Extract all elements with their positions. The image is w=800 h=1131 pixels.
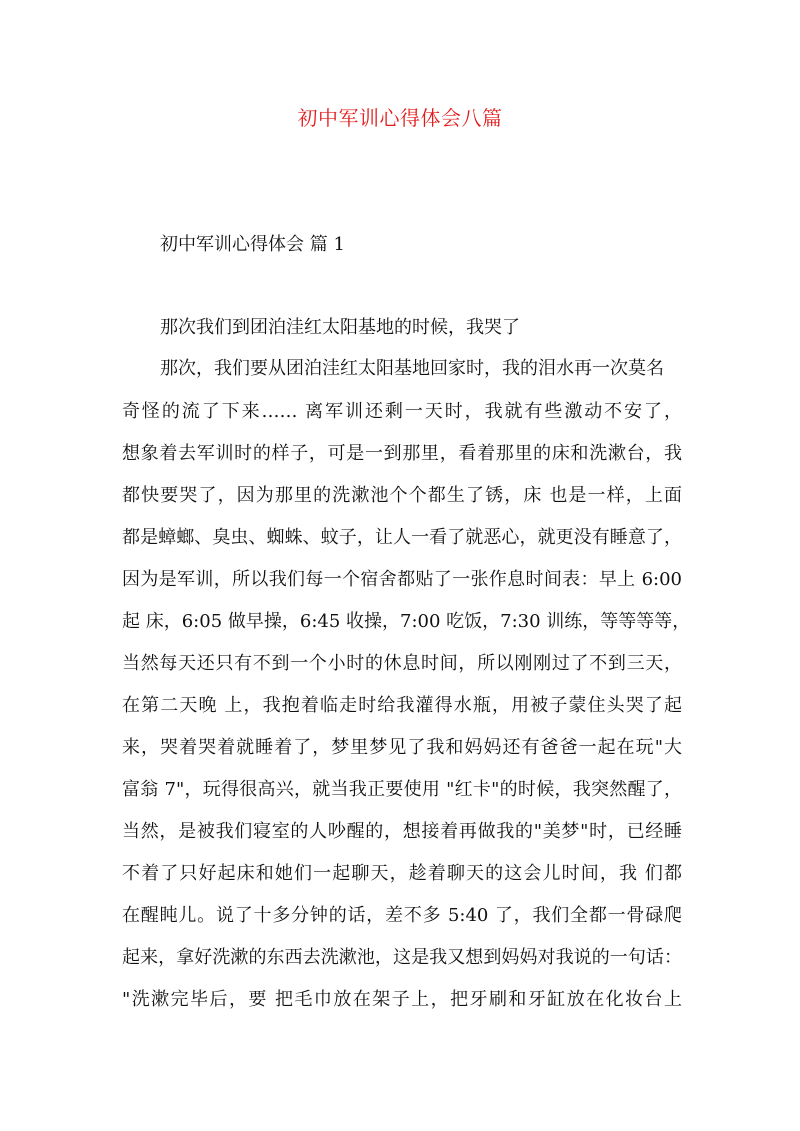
paragraph-line-13: 当然，是被我们寝室的人吵醒的，想接着再做我的"美梦"时，已经睡 bbox=[122, 821, 682, 842]
paragraph-line-10: 在第二天晚 上，我抱着临走时给我灌得水瓶，用被子蒙住头哭了起 bbox=[122, 695, 682, 716]
paragraph-line-17: "洗漱完毕后，要 把毛巾放在架子上，把牙刷和牙缸放在化妆台上 bbox=[122, 989, 682, 1010]
paragraph-line-16: 起来，拿好洗漱的东西去洗漱池，这是我又想到妈妈对我说的一句话： bbox=[122, 947, 682, 968]
paragraph-line-7: 因为是军训，所以我们每一个宿舍都贴了一张作息时间表：早上 6:00 bbox=[122, 569, 682, 590]
paragraph-line-9: 当然每天还只有不到一个小时的休息时间，所以刚刚过了不到三天， bbox=[122, 653, 682, 674]
section-heading: 初中军训心得体会 篇 1 bbox=[160, 234, 345, 255]
paragraph-line-5: 都快要哭了，因为那里的洗漱池个个都生了锈，床 也是一样，上面 bbox=[122, 485, 682, 506]
paragraph-line-12: 富翁 7"，玩得很高兴，就当我正要使用 "红卡"的时候，我突然醒了， bbox=[122, 779, 682, 800]
paragraph-line-15: 在醒盹儿。说了十多分钟的话，差不多 5:40 了，我们全都一骨碌爬 bbox=[122, 905, 682, 926]
paragraph-line-8: 起 床，6:05 做早操，6:45 收操，7:00 吃饭，7:30 训练，等等等等， bbox=[122, 611, 691, 632]
paragraph-line-14: 不着了只好起床和她们一起聊天，趁着聊天的这会儿时间，我 们都 bbox=[122, 863, 682, 884]
paragraph-line-1: 那次我们到团泊洼红太阳基地的时候，我哭了 bbox=[160, 317, 520, 338]
paragraph-line-3: 奇怪的流了下来…… 离军训还剩一天时，我就有些激动不安了， bbox=[122, 401, 682, 422]
paragraph-line-6: 都是蟑螂、臭虫、蜘蛛、蚊子，让人一看了就恶心，就更没有睡意了， bbox=[122, 527, 682, 548]
paragraph-line-11: 来，哭着哭着就睡着了，梦里梦见了我和妈妈还有爸爸一起在玩"大 bbox=[122, 737, 682, 758]
paragraph-line-2: 那次，我们要从团泊洼红太阳基地回家时，我的泪水再一次莫名 bbox=[160, 358, 664, 379]
document-title: 初中军训心得体会八篇 bbox=[297, 106, 503, 130]
paragraph-line-4: 想象着去军训时的样子，可是一到那里，看着那里的床和洗漱台，我 bbox=[122, 443, 682, 464]
